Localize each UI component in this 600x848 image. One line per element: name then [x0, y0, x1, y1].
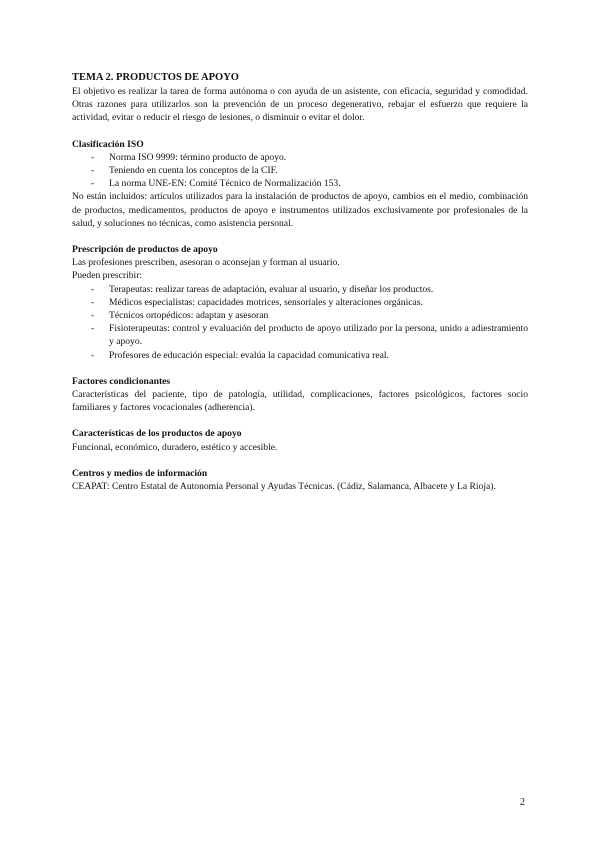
prescripcion-line-1: Las profesiones prescriben, asesoran o aconsejan y forman al usuario.	[72, 257, 340, 269]
section-caracteristicas	[72, 427, 528, 453]
bullet-dash: -	[91, 151, 95, 163]
intro-paragraph: El objetivo es realizar la tarea de forma autónoma o con ayuda de un asistente, con eficacia, seguridad y comodidad. Otras razones para utilizarlos son la prevención de un proceso degenerativo, rebajar el esfuerzo que requiere la actividad, evitar o reducir el riesgo de lesiones, o disminuir o evitar el dolor.	[72, 86, 528, 124]
section-heading-iso: Clasificación ISO	[72, 138, 144, 150]
list-item-text: La norma UNE-EN: Comité Técnico de Normalización 153.	[109, 178, 341, 190]
bullet-dash: -	[91, 283, 95, 295]
list-item	[72, 164, 528, 177]
section-centros	[72, 467, 528, 493]
document-page	[72, 72, 528, 493]
prescripcion-list	[72, 283, 528, 362]
list-item	[72, 349, 528, 362]
iso-note: No están incluidos: artículos utilizados para la instalación de productos de apoyo, cambios en el medio, combinación de productos, medicamentos, productos de apoyo e instrumentos utilizados exclusivamente por profesionales de la salud, y soluciones no técnicas, como asistencia personal.	[72, 191, 528, 229]
section-heading-factores: Factores condicionantes	[72, 375, 171, 387]
section-factores	[72, 375, 528, 415]
list-item-text: Fisioterapeutas: control y evaluación del producto de apoyo utilizado por la persona, unido a adiestramiento y apoyo.	[109, 323, 528, 348]
page-number: 2	[520, 797, 525, 808]
bullet-dash: -	[91, 296, 95, 308]
section-heading-caracteristicas: Características de los productos de apoyo	[72, 428, 242, 440]
list-item	[72, 283, 528, 296]
bullet-dash: -	[91, 178, 95, 190]
list-item	[72, 322, 528, 348]
bullet-dash: -	[91, 349, 95, 361]
section-heading-prescripcion: Prescripción de productos de apoyo	[72, 244, 218, 256]
list-item	[72, 309, 528, 322]
list-item-text: Técnicos ortopédicos: adaptan y asesoran	[109, 310, 269, 322]
list-item-text: Norma ISO 9999: término producto de apoyo.	[109, 151, 287, 163]
list-item	[72, 177, 528, 190]
bullet-dash: -	[91, 165, 95, 177]
caracteristicas-text: Funcional, económico, duradero, estético y accesible.	[72, 441, 278, 453]
section-prescripcion	[72, 243, 528, 362]
factores-text: Características del paciente, tipo de patología, utilidad, complicaciones, factores psicológicos, factores socio familiares y factores vocacionales (adherencia).	[72, 389, 528, 414]
prescripcion-line-2: Pueden prescribir:	[72, 270, 143, 282]
centros-text: CEAPAT: Centro Estatal de Autonomía Personal y Ayudas Técnicas. (Cádiz, Salamanca, Albacete y La Rioja).	[72, 481, 496, 493]
list-item-text: Médicos especialistas: capacidades motrices, sensoriales y alteraciones orgánicas.	[109, 296, 423, 308]
bullet-dash: -	[91, 323, 95, 335]
page-title: TEMA 2. PRODUCTOS DE APOYO	[72, 72, 239, 83]
list-item	[72, 296, 528, 309]
list-item	[72, 151, 528, 164]
list-item-text: Teniendo en cuenta los conceptos de la CIF.	[109, 165, 278, 177]
section-heading-centros: Centros y medios de información	[72, 467, 208, 479]
list-item-text: Profesores de educación especial: evalúa la capacidad comunicativa real.	[109, 349, 389, 361]
bullet-dash: -	[91, 310, 95, 322]
section-iso	[72, 138, 528, 230]
list-item-text: Terapeutas: realizar tareas de adaptación, evaluar al usuario, y diseñar los productos.	[109, 283, 434, 295]
iso-list	[72, 151, 528, 191]
